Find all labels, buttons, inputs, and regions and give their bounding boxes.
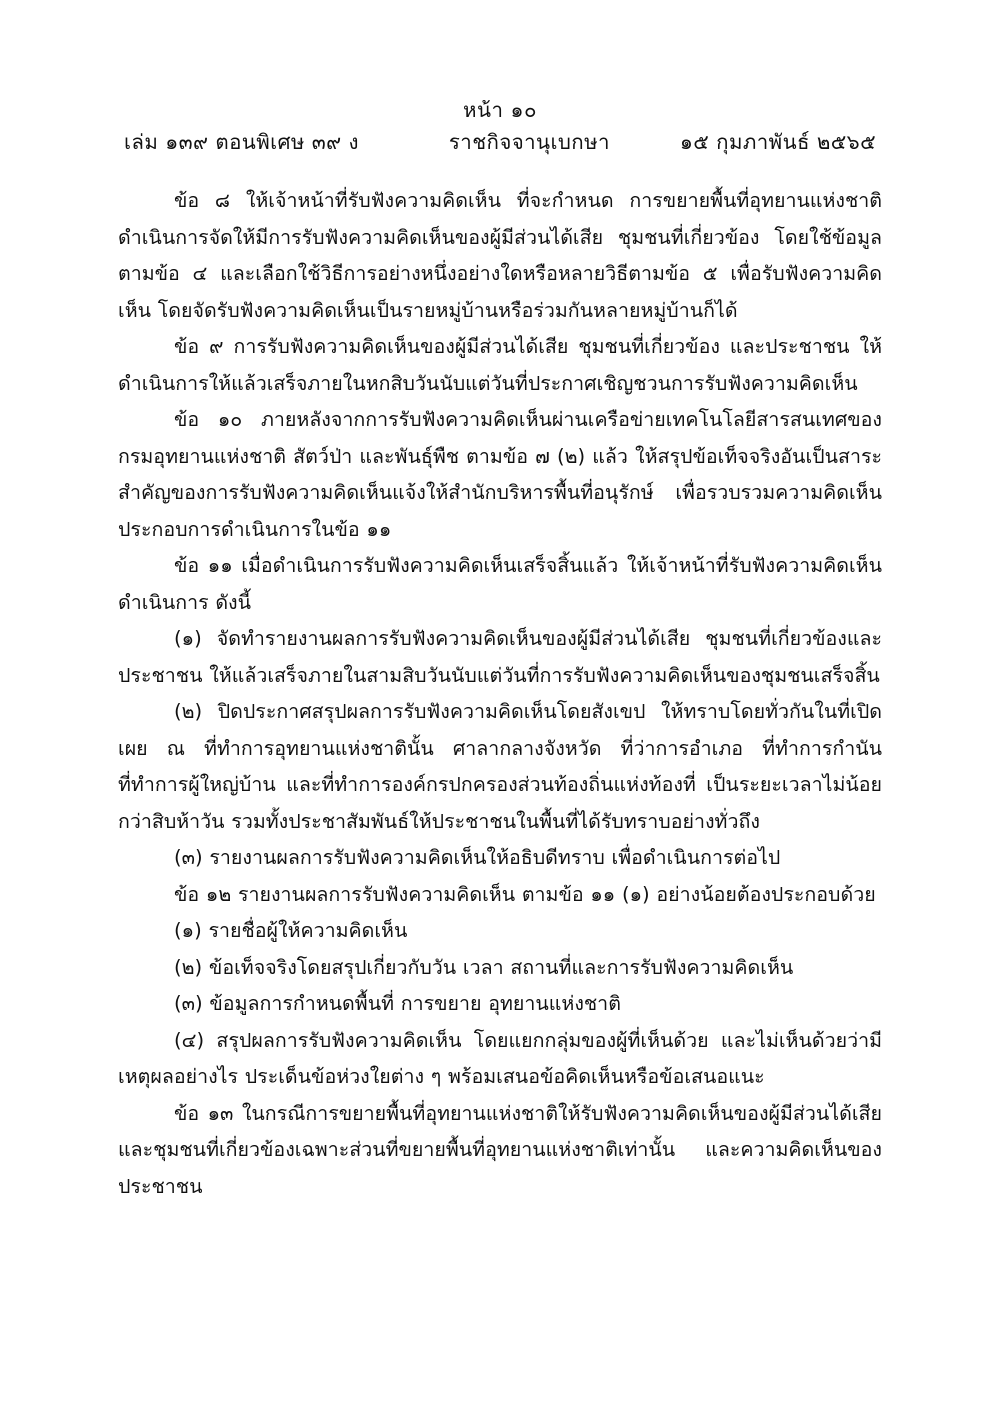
volume-info: เล่ม ๑๓๙ ตอนพิเศษ ๓๙ ง: [124, 130, 359, 154]
paragraph-2: ข้อ ๙ การรับฟังความคิดเห็นของผู้มีส่วนได้เสีย ชุมชนที่เกี่ยวข้อง และประชาชน ให้ดำเนินการให้แล้วเสร็จภายในหกสิบวันนับแต่วันที่ประกาศเชิญชวนการรับฟังความคิดเห็น: [118, 335, 882, 395]
paragraph-12: (๔) สรุปผลการรับฟังความคิดเห็น โดยแยกกลุ่มของผู้ที่เห็นด้วย และไม่เห็นด้วยว่ามีเหตุผลอย่างไร ประเด็นข้อห่วงใยต่าง ๆ พร้อมเสนอข้อคิดเห็นหรือข้อเสนอแนะ: [118, 1028, 882, 1088]
paragraph-10: (๒) ข้อเท็จจริงโดยสรุปเกี่ยวกับวัน เวลา สถานที่และการรับฟังความคิดเห็น: [174, 955, 794, 979]
gazette-title: ราชกิจจานุเบกษา: [448, 130, 610, 154]
paragraph-13: ข้อ ๑๓ ในกรณีการขยายพื้นที่อุทยานแห่งชาติให้รับฟังความคิดเห็นของผู้มีส่วนได้เสียและชุมชนที่เกี่ยวข้องเฉพาะส่วนที่ขยายพื้นที่อุทยานแห่งชาติเท่านั้น และความคิดเห็นของประชาชน: [118, 1101, 882, 1198]
paragraph-9: (๑) รายชื่อผู้ให้ความคิดเห็น: [174, 919, 408, 942]
masthead: [118, 95, 882, 125]
paragraph-4: ข้อ ๑๑ เมื่อดำเนินการรับฟังความคิดเห็นเสร็จสิ้นแล้ว ให้เจ้าหน้าที่รับฟังความคิดเห็นดำเนินการ ดังนี้: [118, 554, 882, 614]
paragraph-5: (๑) จัดทำรายงานผลการรับฟังความคิดเห็นของผู้มีส่วนได้เสีย ชุมชนที่เกี่ยวข้องและประชาชน ให้แล้วเสร็จภายในสามสิบวันนับแต่วันที่การรับฟังความคิดเห็นของชุมชนเสร็จสิ้น: [118, 627, 882, 687]
paragraph-8: ข้อ ๑๒ รายงานผลการรับฟังความคิดเห็น ตามข้อ ๑๑ (๑) อย่างน้อยต้องประกอบด้วย: [174, 882, 876, 906]
paragraph-1: ข้อ ๘ ให้เจ้าหน้าที่รับฟังความคิดเห็น ที่จะกำหนด การขยายพื้นที่อุทยานแห่งชาติ ดำเนินการจัดให้มีการรับฟังความคิดเห็นของผู้มีส่วนได้เสีย ชุมชนที่เกี่ยวข้อง โดยใช้ข้อมูลตามข้อ ๔ และเลือกใช้วิธีการอย่างหนึ่งอย่างใดหรือหลายวิธีตามข้อ ๕ เพื่อรับฟังความคิดเห็น โดยจัดรับฟังความคิดเห็นเป็นรายหมู่บ้านหรือร่วมกันหลายหมู่บ้านก็ได้: [118, 189, 882, 322]
page-number-label: หน้า ๑๐: [462, 98, 538, 122]
paragraph-11: (๓) ข้อมูลการกำหนดพื้นที่ การขยาย อุทยานแห่งชาติ: [174, 992, 621, 1015]
paragraph-6: (๒) ปิดประกาศสรุปผลการรับฟังความคิดเห็นโดยสังเขป ให้ทราบโดยทั่วกันในที่เปิดเผย ณ ที่ทำการอุทยานแห่งชาตินั้น ศาลากลางจังหวัด ที่ว่าการอำเภอ ที่ทำการกำนัน ที่ทำการผู้ใหญ่บ้าน และที่ทำการองค์กรปกครองส่วนท้องถิ่นแห่งท้องที่ เป็นระยะเวลาไม่น้อยกว่าสิบห้าวัน รวมทั้งประชาสัมพันธ์ให้ประชาชนในพื้นที่ได้รับทราบอย่างทั่วถึง: [118, 700, 882, 833]
publication-date: ๑๕ กุมภาพันธ์ ๒๕๖๕: [679, 130, 876, 154]
paragraph-3: ข้อ ๑๐ ภายหลังจากการรับฟังความคิดเห็นผ่านเครือข่ายเทคโนโลยีสารสนเทศของกรมอุทยานแห่งชาติ สัตว์ป่า และพันธุ์พืช ตามข้อ ๗ (๒) แล้ว ให้สรุปข้อเท็จจริงอันเป็นสาระสำคัญของการรับฟังความคิดเห็นแจ้งให้สำนักบริหารพื้นที่อนุรักษ์ เพื่อรวบรวมความคิดเห็นประกอบการดำเนินการในข้อ ๑๑: [118, 408, 882, 541]
document-body: [118, 183, 882, 1205]
gazette-header: [118, 127, 882, 157]
paragraph-7: (๓) รายงานผลการรับฟังความคิดเห็นให้อธิบดีทราบ เพื่อดำเนินการต่อไป: [174, 846, 781, 869]
